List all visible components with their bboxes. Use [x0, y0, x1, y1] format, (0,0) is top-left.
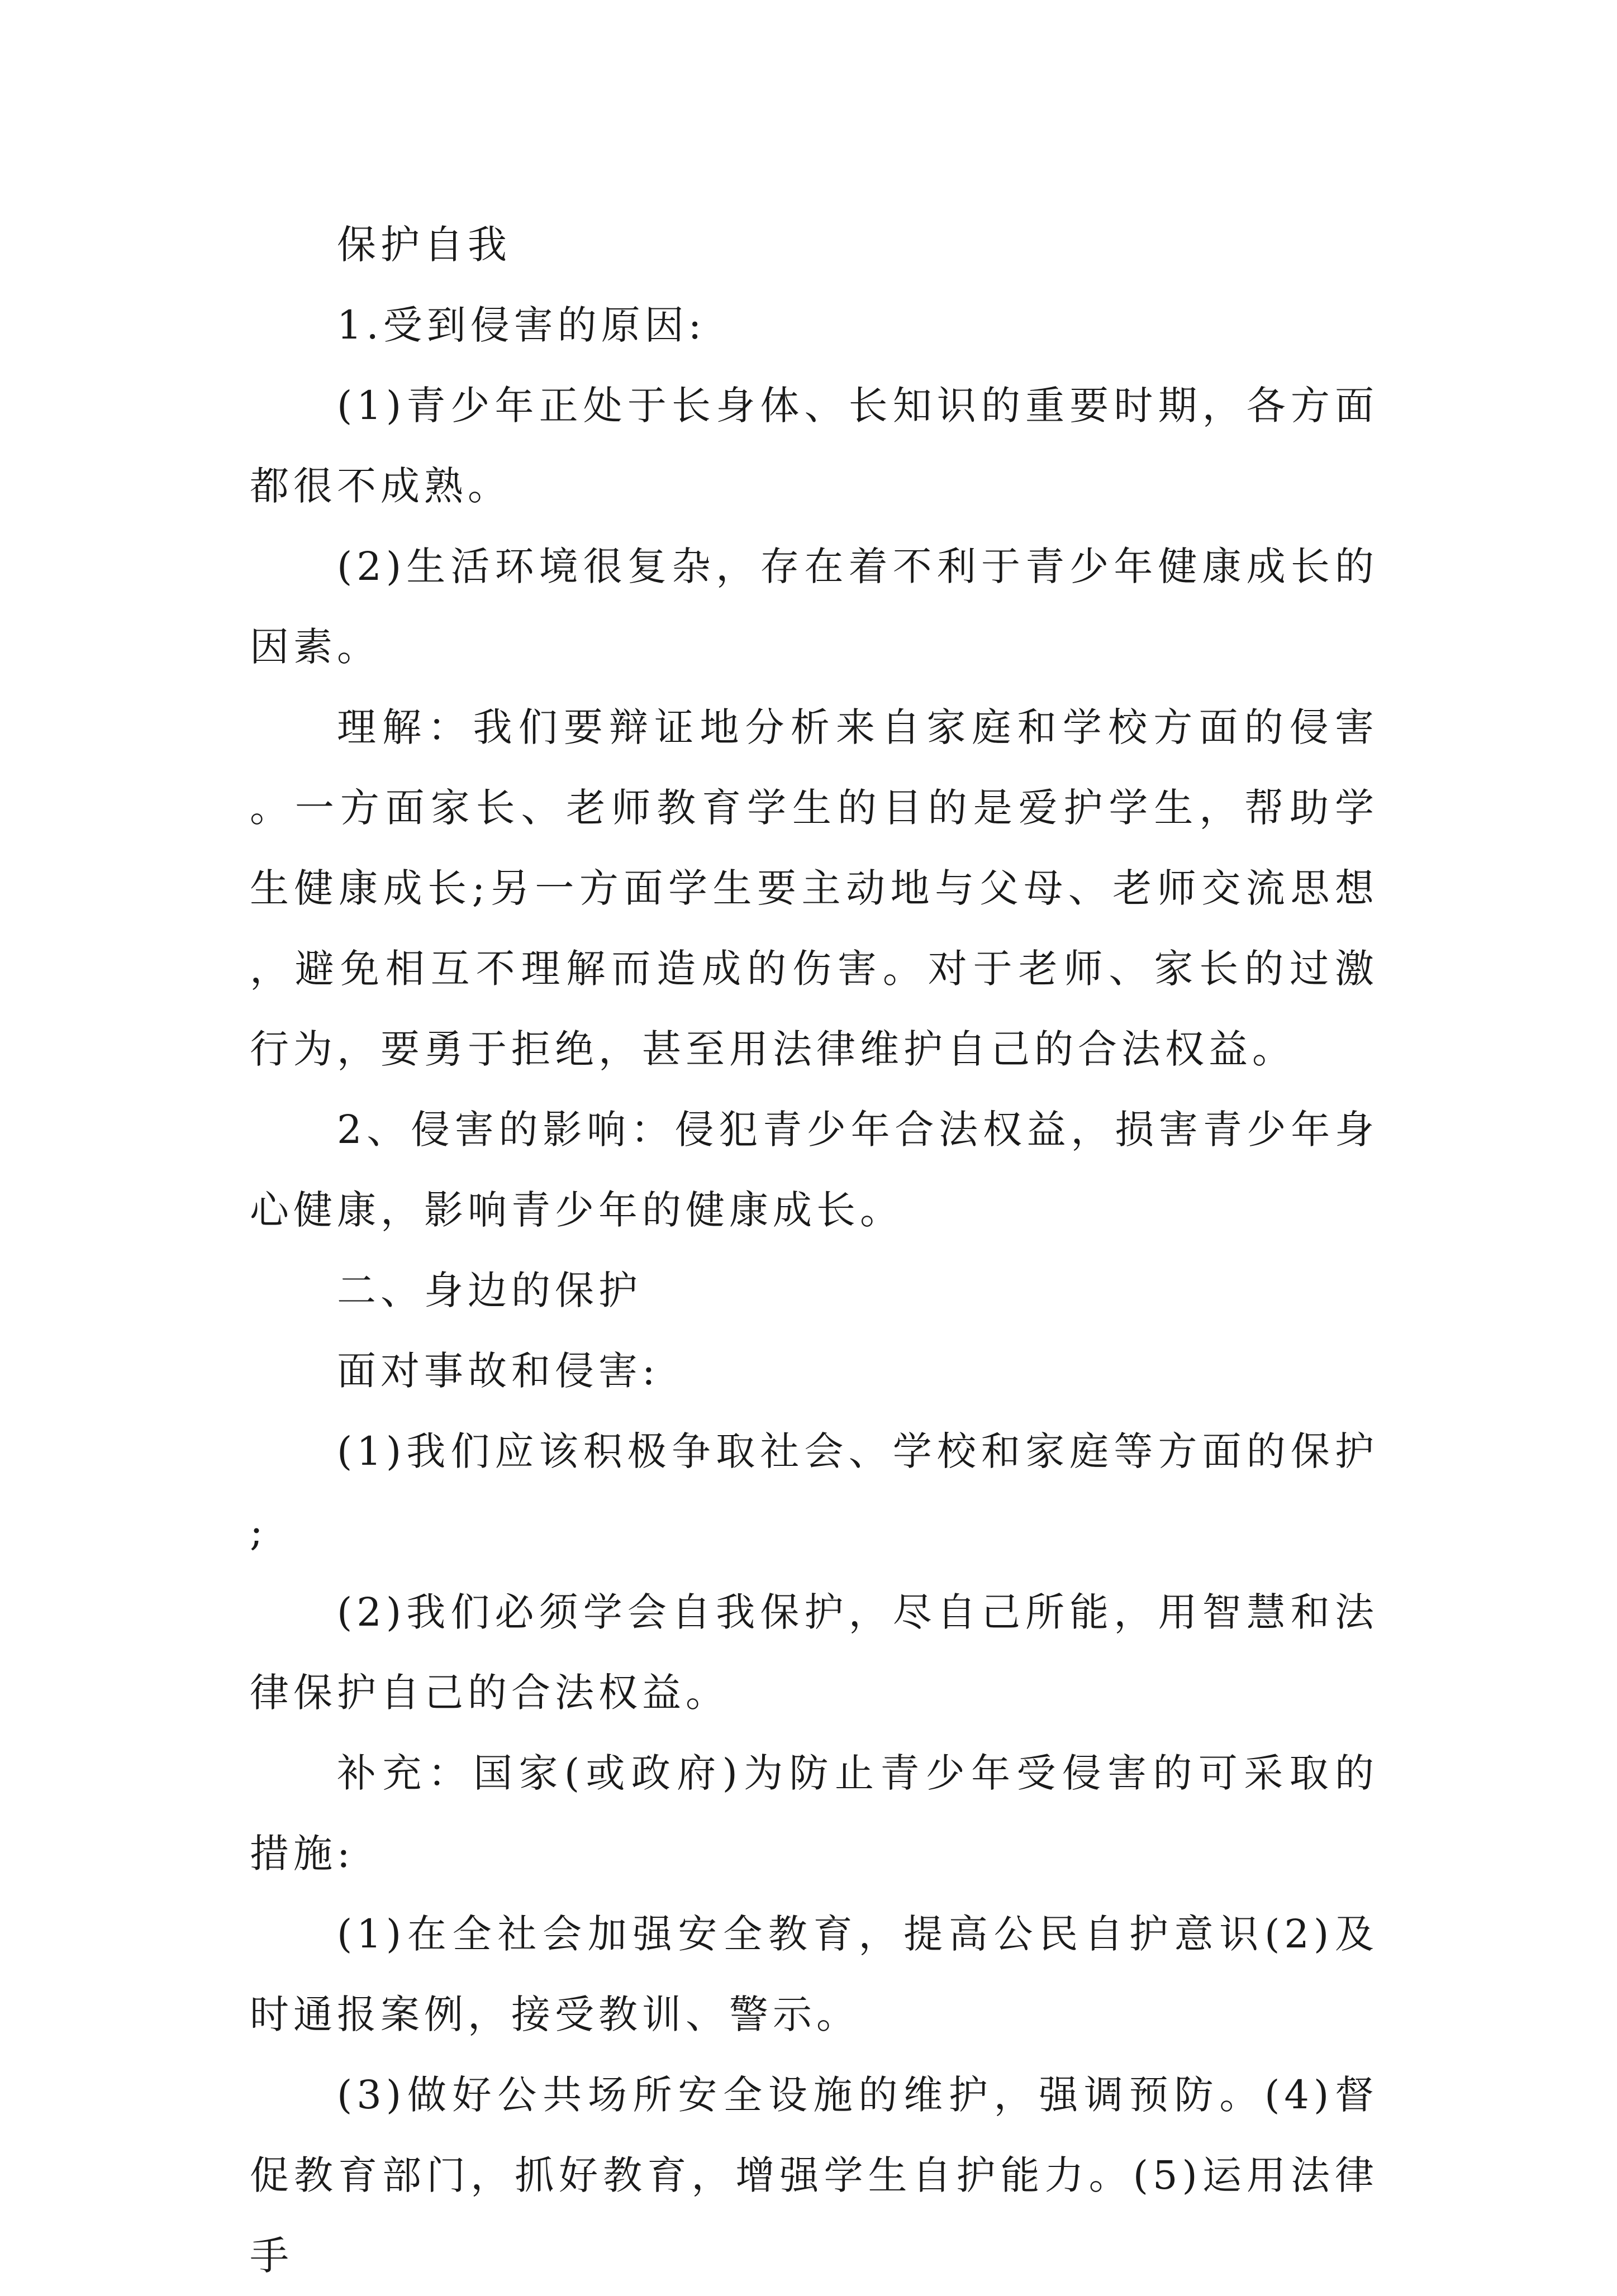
- document-body: [250, 204, 1378, 2296]
- paragraph: 补充：国家(或政府)为防止青少年受侵害的可采取的措施:: [250, 1750, 1378, 1876]
- paragraph: 面对事故和侵害:: [337, 1348, 660, 1394]
- paragraph: (2)生活环境很复杂，存在着不利于青少年健康成长的因素。: [250, 544, 1378, 670]
- section-heading: 二、身边的保护: [337, 1268, 642, 1313]
- paragraph: (1)青少年正处于长身体、长知识的重要时期，各方面都很不成熟。: [250, 383, 1378, 509]
- paragraph: 1.受到侵害的原因:: [337, 302, 706, 348]
- paragraph: (2)我们必须学会自我保护，尽自己所能，用智慧和法律保护自己的合法权益。: [250, 1589, 1378, 1716]
- paragraph: (3)做好公共场所安全设施的维护，强调预防。(4)督促教育部门，抓好教育，增强学生自护能力。(5)运用法律手: [250, 2072, 1378, 2279]
- paragraph: (1)我们应该积极争取社会、学校和家庭等方面的保护;: [250, 1428, 1378, 1555]
- paragraph: 理解：我们要辩证地分析来自家庭和学校方面的侵害。一方面家长、老师教育学生的目的是爱护学生，帮助学生健康成长;另一方面学生要主动地与父母、老师交流思想，避免相互不理解而造成的伤害。对于老师、家长的过激行为，要勇于拒绝，甚至用法律维护自己的合法权益。: [250, 704, 1378, 1072]
- section-heading: 保护自我: [337, 222, 511, 268]
- paragraph: (1)在全社会加强安全教育，提高公民自护意识(2)及时通报案例，接受教训、警示。: [250, 1911, 1378, 2037]
- paragraph: 2、侵害的影响：侵犯青少年合法权益，损害青少年身心健康，影响青少年的健康成长。: [250, 1107, 1378, 1233]
